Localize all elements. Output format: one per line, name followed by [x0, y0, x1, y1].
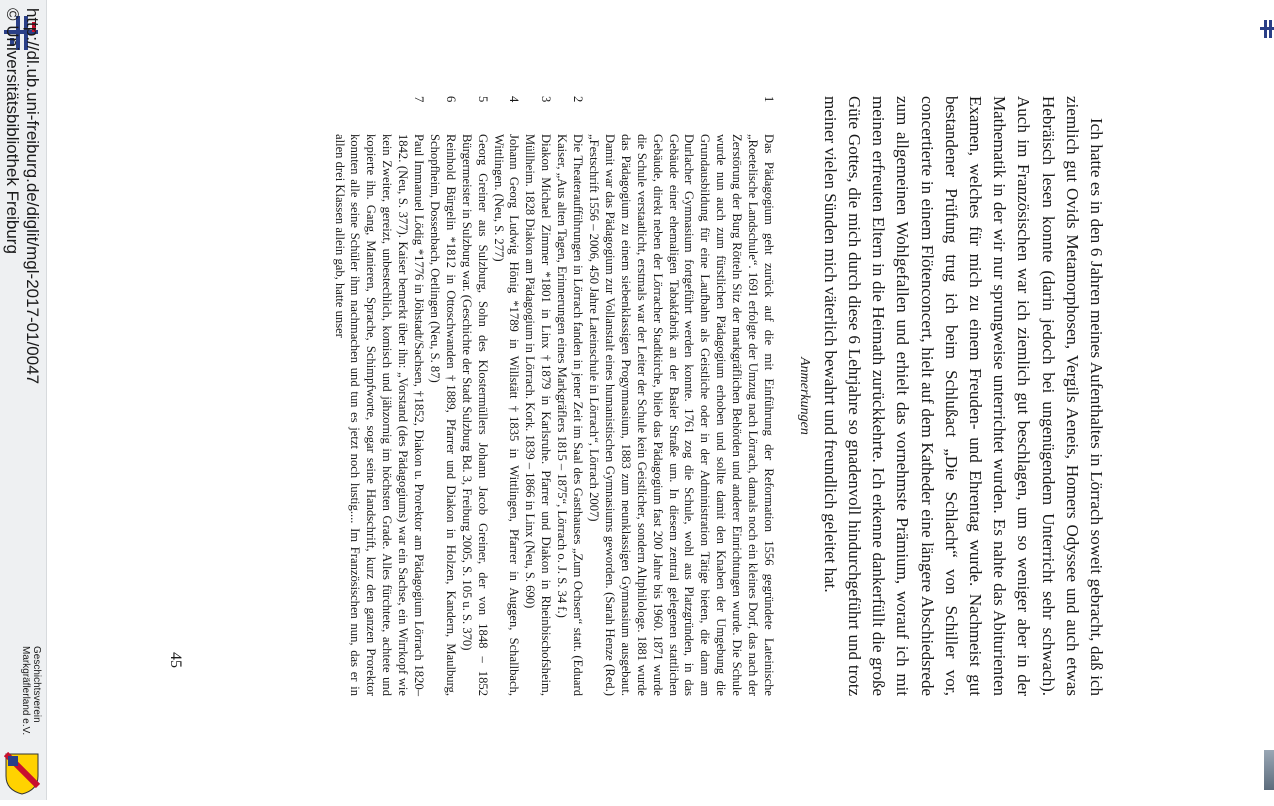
footnote	[426, 96, 458, 696]
footnote-text: Die Theateraufführungen in Lörrach fanden in jener Zeit im Saal des Gasthauses „Zum Ochsen“ statt. (Eduard Kaiser, „Aus alten Tagen, Erinnerungen eines Markgräflers 1815 – 1875“, Lörrach o. J. S. 34 f.)	[555, 134, 586, 696]
page-number: 45	[167, 652, 184, 668]
footnote-number: 7	[412, 96, 427, 103]
footnote	[522, 96, 554, 696]
footnote	[458, 96, 490, 696]
footnote-number: 5	[475, 96, 490, 103]
footnote-number: 1	[762, 96, 776, 103]
footnote-text: Georg Greiner aus Sulzburg, Sohn des Klostermüllers Johann Jacob Greiner, der von 1848 – 1852 Bürgermeister in Sulzburg war. (Geschichte der Stadt Sulzburg Bd. 3, Freiburg 2005, S. 105 u. S. 370)	[459, 134, 490, 696]
footnote-text: Diakon Michael Zimmer *1801 in Linx †1879 in Karlsruhe. Pfarrer und Diakon in Rheinbischofsheim, Müllheim. 1828 Diakon am Pädagogium in Lörrach. Kork. 1839 – 1866 in Linx (Neu, S. 690)	[523, 134, 554, 696]
footer-org-line2: Markgräflerland e.V.	[20, 646, 31, 736]
footer-url-link[interactable]: http://dl.ub.uni-freiburg.de/diglit/mgl-2017-01/0047	[23, 8, 42, 385]
footer-organization	[20, 646, 42, 806]
footnote-number: 4	[507, 96, 522, 103]
footnote-text: Johann Georg Ludwig Hönig *1789 in Willstätt †1835 in Wittlingen, Pfarrer in Auggen, Schallbach, Wittlingen. (Neu, S. 277)	[491, 134, 522, 696]
footer-org-line1: Geschichtsverein	[31, 646, 42, 723]
footnote-number: 3	[539, 96, 554, 103]
footnote-number: 6	[443, 96, 458, 103]
footnote-text: Das Pädagogium geht zurück auf die mit Einführung der Reformation 1556 gegründete Lateinische „Roetelische Landschule“. 1691 erfolgte der Umzug nach Lörrach, damals noch ein kleines Dorf, das nach der Zerstörung der Burg Rötteln Sitz der markgräflichen Behörden und anderer Einrichtungen wurde. Die Schule wurde nun auch zum fürstlichen Pädagogium erhoben und sollte damit den Knaben der Umgebung die Grundausbildung für eine Laufbahn als Geistliche oder in der Administration Tätige bieten, die dann am Durlacher Gymnasium fortgeführt werden konnte. 1761 zog die Schule, wohl aus Platzgründen, in das Gebäude einer ehemaligen Tabakfabrik an der Basler Straße um. In diesem zentral gelegenen stattlichen Gebäude, direkt neben der Lörracher Stadtkirche, blieb das Pädagogium fast 200 Jahre bis 1960. 1871 wurde die Schule verstaatlicht, erstmals war der Leiter der Schule kein Geistlicher, sondern Altphilologe. 1881 wurde das Pädagogium zu einem siebenklassigen Progymnasium, 1883 zum neunklassigen Gymnasium ausgebaut. Damit war das Pädagogium zur Vollanstalt eines humanistischen Gymnasiums geworden. (Sarah Henze (Red.) „Festschrift 1556 – 2006, 450 Jahre Lateinschule in Lörrach“, Lörrach 2007)	[587, 134, 776, 696]
notes-heading: Anmerkungen	[797, 357, 812, 435]
main-text-block	[818, 96, 1108, 696]
footnote-text: Paul Immanuel Lödig *1776 in Jöhstadt/Sachsen, †1852, Diakon u. Prorektor am Pädagogium Lörrach 1820–1842. (Neu, S. 377). Kaiser bemerkt über ihn: „Vorstand (des Pädagogiums) war ein Sachse, ein Wirrkopf wie kein Zweiter, gereizt, unbestechlich, komisch und jähzornig im höchsten Grade. Alles fürchtete, achtete und kopierte ihn. Gang, Manieren, Sprache, Schimpfworte, sogar seine Handschrift, kurz den ganzen Prorektor konnten alle seine Schüler ihm nachmachen und tun es jetzt noch lustig.... Im Französischen nun, das er in allen drei Klassen allein gab, hatte unser	[332, 134, 427, 696]
footnotes-list	[331, 96, 776, 696]
footnote	[585, 96, 776, 696]
footnote-text: Reinhold Bürgelin *1812 in Ottoschwanden †1889, Pfarrer und Diakon in Holzen, Kandern, Maulburg, Schopfheim, Dossenbach, Oetlingen (Neu, S. 87)	[427, 134, 458, 696]
footnote	[553, 96, 585, 696]
footnote-number: 2	[571, 96, 586, 103]
footer-citation	[2, 8, 42, 608]
footnote	[490, 96, 522, 696]
footer-library: © Universitätsbibliothek Freiburg	[3, 8, 22, 254]
main-paragraph: Ich hatte es in den 6 Jahren meines Aufenthaltes in Lörrach soweit gebracht, daß ich ziemlich gut Ovids Metamorphosen, Vergils Aeneis, Homers Odyssee und auch etwas Hebräisch lesen konnte (darin jedoch bei ungenügendem Unterricht sehr schwach). Auch im Französischen war ich ziemlich gut beschlagen, um so weniger aber in der Mathematik in der wir nur sprungweise unterrichtet wurden. Es nahte das Abiturienten Examen, welches für mich zu einem Freuden- und Ehrentag wurde. Nachmeist gut bestandener Prüfung trug ich beim Schlußact „Die Schlacht“ von Schiller vor, concertierte in einem Flötenconcert, hielt auf dem Katheder eine längere Abschiedsrede zum allgemeinen Wohlgefallen und erhielt das vornehmste Prämium, worauf ich mit meinen erfreuten Eltern in die Heimath zurückkehrte. Ich erkenne dankerfüllt die große Güte Gottes, die mich durch diese 6 Lehrjahre so gnadenvoll hindurchgeführt und trotz meiner vielen Sünden mich väterlich bewahrt und freundlich geleitet hat.	[820, 96, 1106, 696]
footnote	[331, 96, 426, 696]
